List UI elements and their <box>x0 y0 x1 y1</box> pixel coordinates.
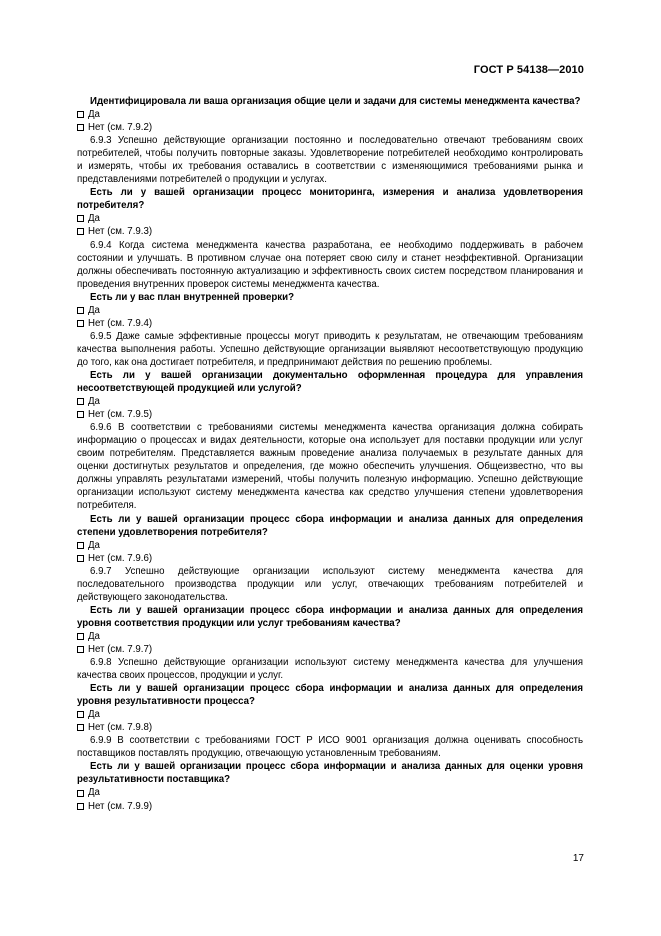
answer-option-label: Нет (см. 7.9.5) <box>88 409 153 421</box>
question-text: Есть ли у вашей организации процесс сбора информации и анализа данных для определения уровня результативности процесса? <box>77 683 583 708</box>
paragraph-text: 6.9.9 В соответствии с требованиями ГОСТ Р ИСО 9001 организация должна оценивать способность поставщиков поставлять продукцию, отвечающую установленным требованиям. <box>77 735 583 760</box>
answer-option-label: Нет (см. 7.9.4) <box>88 317 153 329</box>
answer-option-label: Нет (см. 7.9.3) <box>88 226 153 238</box>
answer-option[interactable] <box>77 408 583 421</box>
document-body <box>77 95 583 813</box>
answer-option[interactable] <box>77 317 583 330</box>
checkbox-icon[interactable] <box>77 542 84 549</box>
answer-option[interactable] <box>77 304 583 317</box>
answer-option[interactable] <box>77 395 583 408</box>
paragraph-text: 6.9.4 Когда система менеджмента качества разработана, ее необходимо поддерживать в рабочем состоянии и улучшать. В противном случае она потеряет свою силу и станет неэффективной. Организации должны обеспечивать постоянную актуализацию и эффективность своих систем посредством планирования и проведения внутренних проверок системы менеджмента качества. <box>77 239 583 290</box>
checkbox-icon[interactable] <box>77 803 84 810</box>
answer-option[interactable] <box>77 212 583 225</box>
answer-option-label: Нет (см. 7.9.6) <box>88 552 153 564</box>
paragraph-text: 6.9.7 Успешно действующие организации используют систему менеджмента качества для последовательного производства продукции или услуг, отвечающих требованиям потребителей и действующего законодательства. <box>77 565 583 603</box>
answer-option-label: Да <box>88 709 100 721</box>
paragraph-text: 6.9.5 Даже самые эффективные процессы могут приводить к результатам, не отвечающим требованиям качества выполнения работы. Успешно действующие организации выявляют несоответствующую продукцию до того, как она достигает потребителя, и предпринимают действия по решению проблемы. <box>77 330 583 368</box>
checkbox-icon[interactable] <box>77 724 84 731</box>
answer-option-label: Нет (см. 7.9.9) <box>88 800 153 812</box>
answer-option-label: Да <box>88 539 100 551</box>
checkbox-icon[interactable] <box>77 111 84 118</box>
checkbox-icon[interactable] <box>77 633 84 640</box>
answer-option[interactable] <box>77 721 583 734</box>
question-text: Есть ли у вашей организации процесс мониторинга, измерения и анализа удовлетворения потребителя? <box>77 187 583 212</box>
answer-option-label: Нет (см. 7.9.8) <box>88 722 153 734</box>
paragraph-text: 6.9.8 Успешно действующие организации используют систему менеджмента качества для улучшения качества своих процессов, продукции и услуг. <box>77 657 583 682</box>
checkbox-icon[interactable] <box>77 555 84 562</box>
answer-option-label: Да <box>88 787 100 799</box>
checkbox-icon[interactable] <box>77 790 84 797</box>
page-number: 17 <box>572 853 584 864</box>
answer-option[interactable] <box>77 108 583 121</box>
answer-option[interactable] <box>77 708 583 721</box>
document-header: ГОСТ Р 54138—2010 <box>473 64 584 76</box>
answer-option-label: Да <box>88 630 100 642</box>
answer-option[interactable] <box>77 643 583 656</box>
answer-option[interactable] <box>77 225 583 238</box>
checkbox-icon[interactable] <box>77 711 84 718</box>
answer-option-label: Нет (см. 7.9.2) <box>88 122 153 134</box>
checkbox-icon[interactable] <box>77 411 84 418</box>
question-text: Есть ли у вашей организации процесс сбора информации и анализа данных для определения степени удовлетворения потребителя? <box>77 513 583 538</box>
answer-option-label: Да <box>88 213 100 225</box>
answer-option[interactable] <box>77 552 583 565</box>
answer-option[interactable] <box>77 539 583 552</box>
answer-option[interactable] <box>77 800 583 813</box>
checkbox-icon[interactable] <box>77 215 84 222</box>
checkbox-icon[interactable] <box>77 124 84 131</box>
paragraph-text: 6.9.3 Успешно действующие организации постоянно и последовательно отвечают требованиям своих потребителей, чтобы получить повторные заказы. Удовлетворение потребителей необходимо контролировать и измерять, чтобы их требования оставались в соответствии с изменяющимися требованиями рынка и представлениями потребителей о продукции и услугах. <box>77 135 583 186</box>
checkbox-icon[interactable] <box>77 320 84 327</box>
answer-option-label: Да <box>88 396 100 408</box>
question-text: Есть ли у вашей организации документально оформленная процедура для управления несоответствующей продукцией или услугой? <box>77 369 583 395</box>
answer-option[interactable] <box>77 786 583 799</box>
answer-option[interactable] <box>77 630 583 643</box>
checkbox-icon[interactable] <box>77 228 84 235</box>
answer-option-label: Да <box>88 304 100 316</box>
paragraph-text: 6.9.6 В соответствии с требованиями системы менеджмента качества организация должна собирать информацию о процессах и видах деятельности, которые она использует для поставки продукции или услуг своим потребителям. Представляется важным проведение анализа получаемых в результате данных для оценки достигнутых результатов и определения, где можно обеспечить улучшения. Общеизвестно, что вы должны управлять результатами измерений, чтобы получить полезную информацию. Успешно действующие организации используют систему менеджмента качества как средство улучшения степени удовлетворения потребителя. <box>77 422 583 512</box>
checkbox-icon[interactable] <box>77 307 84 314</box>
question-text: Есть ли у вашей организации процесс сбора информации и анализа данных для определения уровня соответствия продукции или услуг требованиям качества? <box>77 604 583 629</box>
question-text: Есть ли у вашей организации процесс сбора информации и анализа данных для оценки уровня результативности поставщика? <box>77 761 583 786</box>
answer-option[interactable] <box>77 121 583 134</box>
checkbox-icon[interactable] <box>77 398 84 405</box>
answer-option-label: Нет (см. 7.9.7) <box>88 643 153 655</box>
checkbox-icon[interactable] <box>77 646 84 653</box>
question-text: Есть ли у вас план внутренней проверки? <box>90 291 294 303</box>
question-text: Идентифицировала ли ваша организация общие цели и задачи для системы менеджмента качества? <box>90 96 581 107</box>
answer-option-label: Да <box>88 109 100 121</box>
